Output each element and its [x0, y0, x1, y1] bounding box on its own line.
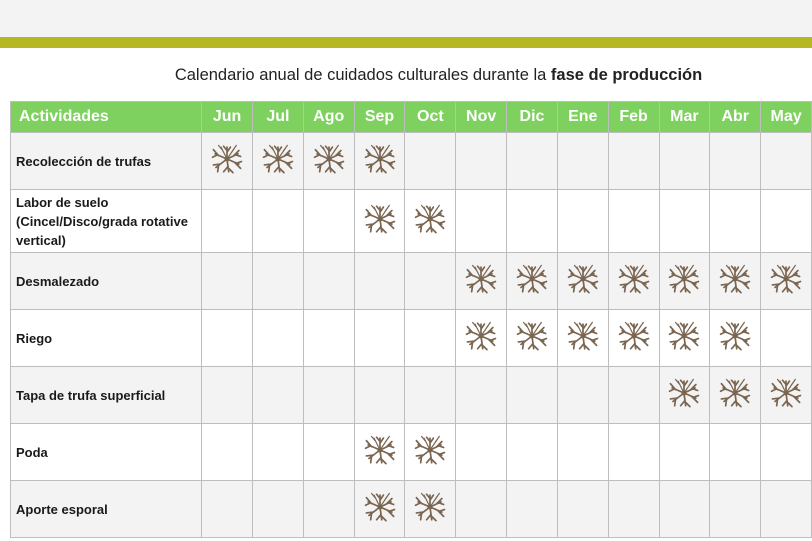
month-cell: [507, 481, 558, 538]
month-cell: [303, 190, 354, 253]
month-cell: [202, 253, 253, 310]
month-cell: [608, 253, 659, 310]
month-cell: [557, 310, 608, 367]
month-cell: [405, 310, 456, 367]
truffle-root-icon: [312, 142, 346, 176]
month-cell: [253, 190, 304, 253]
activity-label: Desmalezado: [11, 253, 202, 310]
truffle-root-icon: [566, 262, 600, 296]
month-cell: [354, 310, 405, 367]
month-header: Mar: [659, 102, 710, 133]
month-cell: [303, 133, 354, 190]
top-band: [0, 0, 812, 37]
activity-label: Poda: [11, 424, 202, 481]
month-cell: [253, 253, 304, 310]
month-cell: [659, 481, 710, 538]
activity-row: [11, 190, 812, 253]
month-cell: [608, 424, 659, 481]
month-cell: [456, 310, 507, 367]
truffle-root-icon: [667, 319, 701, 353]
month-cell: [456, 367, 507, 424]
truffle-root-icon: [464, 262, 498, 296]
month-cell: [253, 133, 304, 190]
month-cell: [405, 424, 456, 481]
month-cell: [405, 190, 456, 253]
month-cell: [354, 253, 405, 310]
month-cell: [557, 133, 608, 190]
truffle-root-icon: [769, 262, 803, 296]
month-cell: [202, 367, 253, 424]
truffle-root-icon: [413, 433, 447, 467]
month-cell: [405, 133, 456, 190]
month-header: Dic: [507, 102, 558, 133]
truffle-root-icon: [515, 262, 549, 296]
truffle-root-icon: [769, 376, 803, 410]
truffle-root-icon: [363, 490, 397, 524]
month-cell: [761, 310, 812, 367]
accent-bar: [0, 37, 812, 48]
month-cell: [659, 310, 710, 367]
month-cell: [456, 253, 507, 310]
month-cell: [761, 253, 812, 310]
month-cell: [761, 367, 812, 424]
activity-label: Labor de suelo (Cincel/Disco/grada rotative vertical): [11, 190, 202, 253]
truffle-root-icon: [566, 319, 600, 353]
month-header: Feb: [608, 102, 659, 133]
month-cell: [608, 367, 659, 424]
activity-row: [11, 133, 812, 190]
month-cell: [608, 481, 659, 538]
month-cell: [405, 253, 456, 310]
truffle-root-icon: [210, 142, 244, 176]
activities-header: Actividades: [11, 102, 202, 133]
truffle-root-icon: [718, 319, 752, 353]
month-cell: [507, 190, 558, 253]
month-cell: [710, 253, 761, 310]
month-cell: [507, 424, 558, 481]
month-header: Nov: [456, 102, 507, 133]
truffle-root-icon: [617, 319, 651, 353]
activity-label: Aporte esporal: [11, 481, 202, 538]
month-cell: [253, 481, 304, 538]
month-cell: [710, 133, 761, 190]
month-cell: [253, 424, 304, 481]
month-cell: [710, 310, 761, 367]
care-calendar-table: [10, 101, 812, 538]
month-cell: [303, 424, 354, 481]
month-cell: [710, 424, 761, 481]
month-cell: [456, 133, 507, 190]
month-cell: [456, 481, 507, 538]
month-cell: [557, 253, 608, 310]
month-cell: [456, 190, 507, 253]
month-cell: [557, 424, 608, 481]
month-cell: [354, 133, 405, 190]
month-cell: [354, 190, 405, 253]
activity-label: Riego: [11, 310, 202, 367]
activity-row: [11, 310, 812, 367]
month-cell: [456, 424, 507, 481]
month-cell: [405, 367, 456, 424]
month-cell: [303, 367, 354, 424]
month-cell: [202, 424, 253, 481]
header-row: [11, 102, 812, 133]
activity-row: [11, 367, 812, 424]
month-cell: [608, 310, 659, 367]
month-header: Jul: [253, 102, 304, 133]
month-cell: [507, 310, 558, 367]
month-cell: [761, 481, 812, 538]
month-cell: [659, 424, 710, 481]
month-cell: [253, 367, 304, 424]
month-cell: [303, 253, 354, 310]
month-cell: [710, 367, 761, 424]
truffle-root-icon: [667, 376, 701, 410]
month-cell: [557, 367, 608, 424]
month-cell: [507, 367, 558, 424]
month-cell: [202, 190, 253, 253]
truffle-root-icon: [667, 262, 701, 296]
truffle-root-icon: [617, 262, 651, 296]
month-cell: [659, 367, 710, 424]
month-cell: [202, 310, 253, 367]
month-header: Ene: [557, 102, 608, 133]
month-header: Ago: [303, 102, 354, 133]
month-cell: [761, 190, 812, 253]
truffle-root-icon: [261, 142, 295, 176]
month-cell: [659, 253, 710, 310]
month-cell: [405, 481, 456, 538]
truffle-root-icon: [413, 490, 447, 524]
truffle-root-icon: [464, 319, 498, 353]
month-header: Jun: [202, 102, 253, 133]
page-title: [0, 66, 812, 85]
activity-row: [11, 424, 812, 481]
month-cell: [303, 481, 354, 538]
truffle-root-icon: [718, 262, 752, 296]
month-cell: [253, 310, 304, 367]
title-text: Calendario anual de cuidados culturales durante la: [174, 66, 551, 84]
truffle-root-icon: [515, 319, 549, 353]
month-cell: [507, 253, 558, 310]
month-header: May: [761, 102, 812, 133]
truffle-root-icon: [363, 202, 397, 236]
month-header: Sep: [354, 102, 405, 133]
month-cell: [303, 310, 354, 367]
month-cell: [659, 190, 710, 253]
month-cell: [354, 367, 405, 424]
month-cell: [557, 481, 608, 538]
month-cell: [608, 133, 659, 190]
month-cell: [710, 481, 761, 538]
activity-label: Recolección de trufas: [11, 133, 202, 190]
month-header: Abr: [710, 102, 761, 133]
month-cell: [608, 190, 659, 253]
month-cell: [557, 190, 608, 253]
month-header: Oct: [405, 102, 456, 133]
activity-row: [11, 481, 812, 538]
table-body: [11, 133, 812, 538]
month-cell: [710, 190, 761, 253]
month-cell: [354, 424, 405, 481]
activity-row: [11, 253, 812, 310]
month-cell: [202, 481, 253, 538]
truffle-root-icon: [718, 376, 752, 410]
month-cell: [761, 424, 812, 481]
truffle-root-icon: [363, 142, 397, 176]
activity-label: Tapa de trufa superficial: [11, 367, 202, 424]
truffle-root-icon: [413, 202, 447, 236]
month-cell: [761, 133, 812, 190]
title-bold-text: fase de producción: [550, 66, 703, 84]
month-cell: [202, 133, 253, 190]
month-cell: [354, 481, 405, 538]
truffle-root-icon: [363, 433, 397, 467]
month-cell: [507, 133, 558, 190]
month-cell: [659, 133, 710, 190]
